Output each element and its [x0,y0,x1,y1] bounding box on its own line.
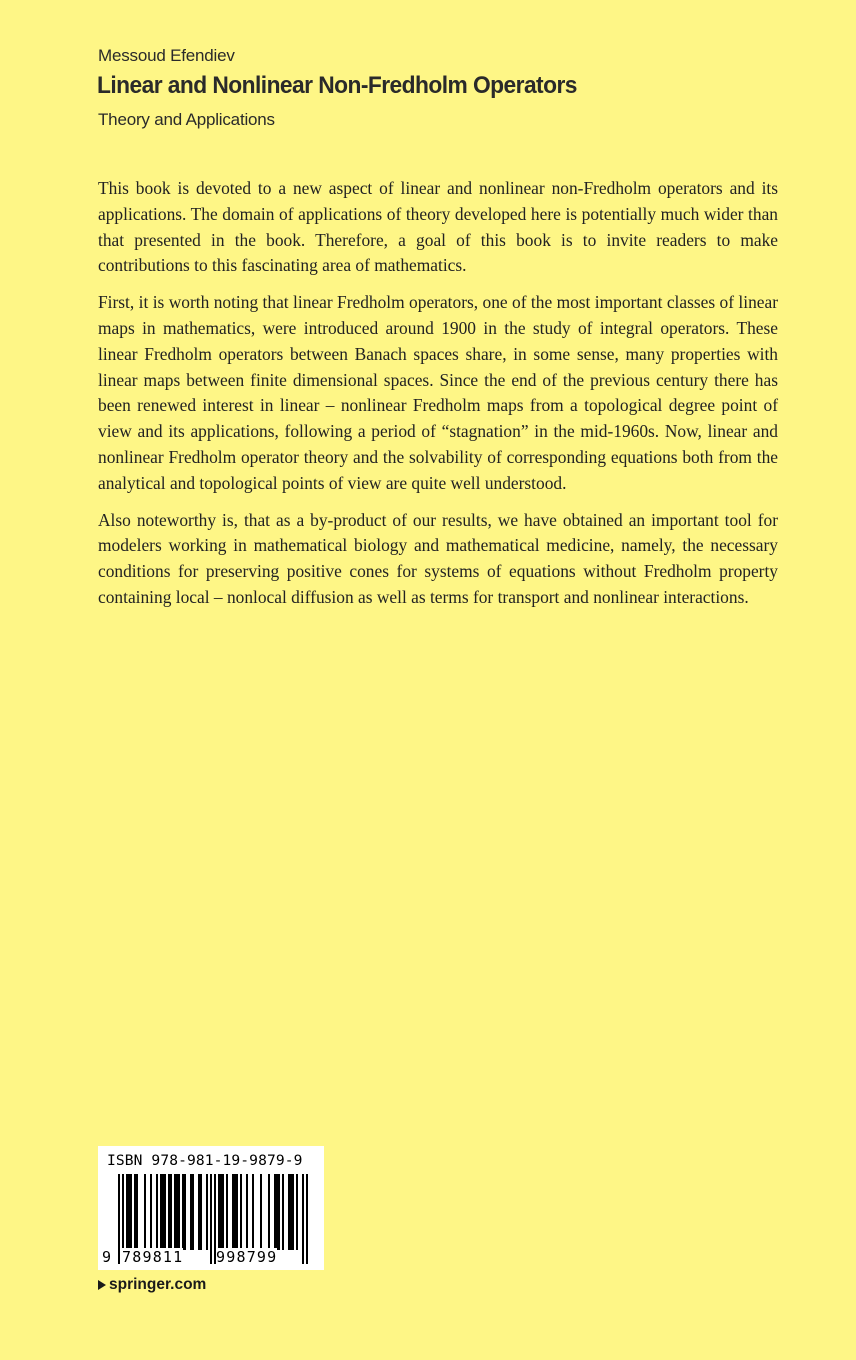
publisher-url: springer.com [109,1276,207,1293]
barcode-bar [156,1174,158,1250]
barcode-bar [282,1174,284,1250]
isbn-barcode [98,1146,324,1270]
barcode-bar [164,1174,166,1250]
barcode-bar [246,1174,248,1250]
barcode-bar [236,1174,238,1250]
barcode-bar [130,1174,132,1250]
barcode-bar [206,1174,208,1250]
barcode-bar [290,1174,292,1250]
description-paragraph-2: First, it is worth noting that linear Fredholm operators, one of the most important classes of linear maps in mathematics, were introduced around 1900 in the study of integral operators. These linear Fredholm operators between Banach spaces share, in some sense, many properties with linear maps between finite dimensional spaces. Since the end of the previous century there has been renewed interest in linear – nonlinear Fredholm maps from a topological degree point of view and its applications, following a period of “stagnation” in the mid-1960s. Now, linear and nonlinear Fredholm operator theory and the solvability of corresponding equations both from the analytical and topological points of view are quite well understood. [98,292,778,493]
barcode-bar [160,1174,162,1250]
publisher-link[interactable] [98,1276,206,1294]
barcode-bar [288,1174,290,1250]
barcode-bar [260,1174,262,1250]
barcode-digits-left: 789811 [122,1248,184,1266]
barcode-bar [274,1174,276,1250]
barcode-bar [192,1174,194,1250]
barcode-bar [268,1174,270,1250]
book-description [98,176,778,622]
barcode-bar [150,1174,152,1250]
barcode-bar [240,1174,242,1250]
barcode-bar [184,1174,186,1250]
barcode-bar [144,1174,146,1250]
barcode-bar [162,1174,164,1250]
barcode-bar [176,1174,178,1250]
barcode-bar [168,1174,170,1250]
barcode-bar [222,1174,224,1250]
barcode-digit-lead: 9 [102,1248,113,1266]
barcode-bar [234,1174,236,1250]
barcode-digits-right: 998799 [216,1248,278,1266]
barcode-bar [178,1174,180,1250]
barcode-bar [134,1174,136,1250]
barcode-bar [218,1174,220,1250]
barcode-bar [252,1174,254,1250]
barcode-bar [200,1174,202,1250]
barcode-bar [232,1174,234,1250]
barcode-bar [136,1174,138,1250]
barcode-bar [126,1174,128,1250]
barcode-bar [128,1174,130,1250]
arrow-icon [98,1280,106,1290]
barcode-bar [182,1174,184,1250]
barcode-bar [190,1174,192,1250]
barcode-bar [292,1174,294,1250]
barcode-bar [278,1174,280,1250]
barcode-bar [174,1174,176,1250]
barcode-bar [170,1174,172,1250]
barcode-bar [226,1174,228,1250]
book-title: Linear and Nonlinear Non-Fredholm Operators [97,72,577,99]
barcode-bar [220,1174,222,1250]
description-paragraph-1: This book is devoted to a new aspect of linear and nonlinear non-Fredholm operators and its applications. The domain of applications of theory developed here is potentially much wider than that presented in the book. Therefore, a goal of this book is to invite readers to make contributions to this fascinating area of mathematics. [98,178,778,276]
barcode-bar [276,1174,278,1250]
barcode-bar [296,1174,298,1250]
description-paragraph-3: Also noteworthy is, that as a by-product of our results, we have obtained an important tool for modelers working in mathematical biology and mathematical medicine, namely, the necessary conditions for preserving positive cones for systems of equations without Fredholm property containing local – nonlocal diffusion as well as terms for transport and nonlinear interactions. [98,509,778,607]
author-name: Messoud Efendiev [98,46,235,65]
isbn-label: ISBN 978-981-19-9879-9 [107,1152,303,1169]
book-subtitle: Theory and Applications [98,110,275,129]
barcode-digits [98,1248,324,1268]
barcode-bar [198,1174,200,1250]
